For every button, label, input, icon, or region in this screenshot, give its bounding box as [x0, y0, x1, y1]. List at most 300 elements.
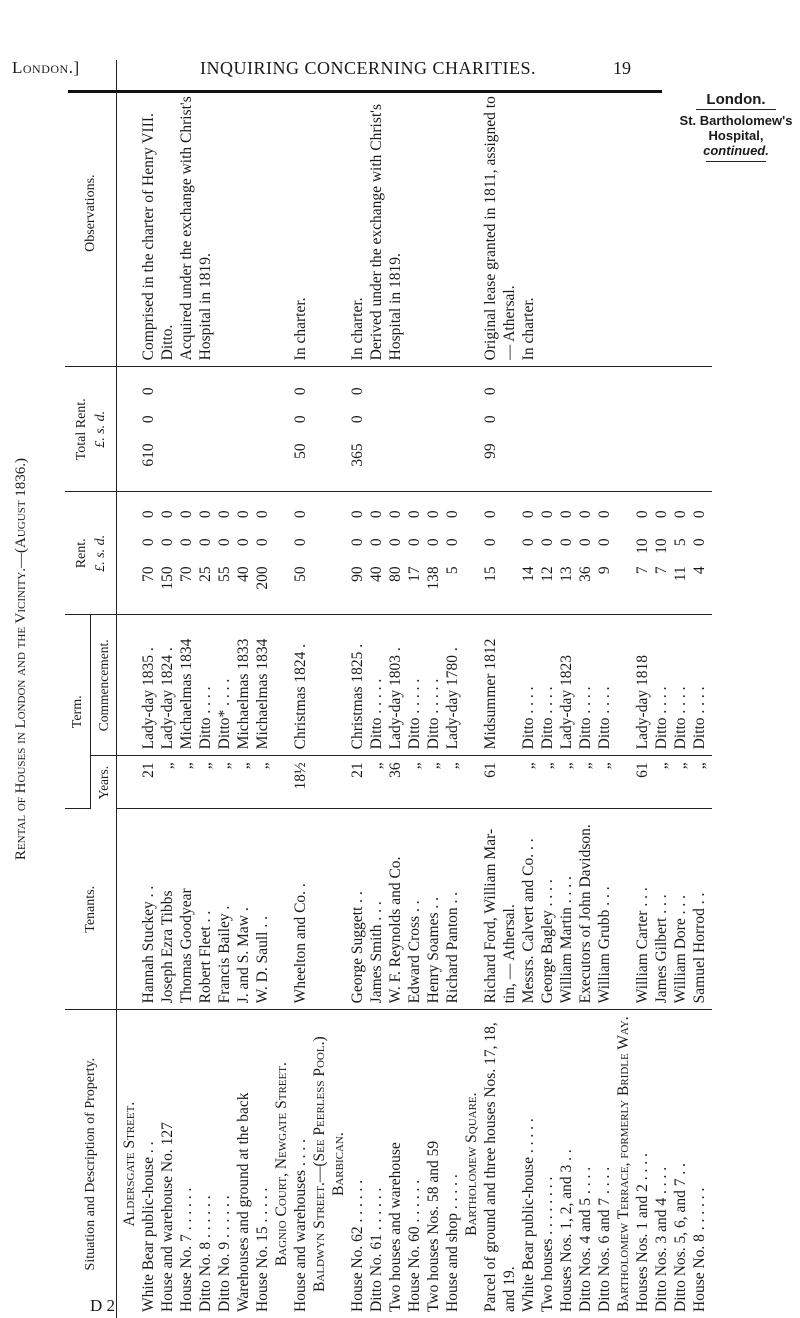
rent-amount [690, 498, 709, 608]
term-years: 21 [349, 762, 366, 778]
term-commencement: Lady-day 1835 . [140, 647, 157, 750]
spacer [196, 373, 215, 485]
term-years: „ [216, 762, 233, 770]
tenant-name: W. D. Saull . . [254, 916, 271, 1004]
spacer [576, 66, 595, 360]
rent-amount-part: 0 [558, 510, 575, 519]
rent-amount-part: 10 [653, 538, 670, 554]
total-rent-amount [481, 373, 500, 485]
total-rent-amount [291, 373, 310, 485]
rent-amount [557, 498, 576, 608]
total-rent-amount-part: 610 [140, 443, 157, 467]
spacer [538, 373, 557, 485]
rent-amount-part: 0 [349, 510, 366, 519]
term-years: „ [425, 762, 442, 770]
term-commencement: Michaelmas 1833 [235, 638, 252, 750]
spacer [462, 498, 481, 608]
spacer [253, 66, 272, 360]
spacer [443, 373, 462, 485]
tenant-name: James Smith . . . [368, 901, 385, 1004]
property-description: Parcel of ground and three houses Nos. 17, 18, [482, 1022, 499, 1312]
term-commencement: Lady-day 1824 . [159, 647, 176, 750]
spacer [690, 66, 709, 360]
term-years: 21 [140, 762, 157, 778]
total-rent-amount-part: 0 [292, 415, 309, 424]
term-years: „ [254, 762, 271, 770]
rent-amount-part: 0 [387, 538, 404, 547]
spacer [272, 66, 291, 360]
term-commencement: Lady-day 1803 . [387, 647, 404, 750]
spacer [614, 66, 633, 360]
spacer [234, 373, 253, 485]
total-rent-amount-part: 0 [482, 415, 499, 424]
spacer [310, 762, 329, 802]
term-commencement: Lady-day 1823 [558, 655, 575, 750]
column-years [117, 756, 713, 809]
rent-amount-part: 36 [577, 566, 594, 582]
rent-amount [367, 498, 386, 608]
spacer [614, 373, 633, 485]
spacer [500, 373, 519, 485]
rent-amount-part: 0 [558, 538, 575, 547]
spacer [329, 66, 348, 360]
spacer [215, 66, 234, 360]
observation-text: Hospital in 1819. [387, 253, 404, 361]
total-rent-amount-part: 0 [482, 387, 499, 396]
spacer [158, 373, 177, 485]
rent-amount [215, 498, 234, 608]
rent-amount-part: 40 [235, 566, 252, 582]
term-years: „ [235, 762, 252, 770]
rent-amount-part: 0 [254, 510, 271, 519]
spacer [614, 762, 633, 802]
term-commencement: Ditto . . . . [577, 686, 594, 750]
street-heading: Bartholomew Terrace, formerly Bridle Way. [615, 1016, 632, 1312]
property-description: Two houses . . . . . . . . [539, 1176, 556, 1312]
table-body-row [117, 60, 713, 1318]
term-years: „ [653, 762, 670, 770]
total-rent-amount-part: 0 [349, 387, 366, 396]
spacer [329, 815, 348, 1003]
observation-text: — Athersal. [501, 285, 518, 361]
rent-amount-part: 0 [178, 510, 195, 519]
rent-amount-part: 0 [159, 538, 176, 547]
rent-amount-part: 0 [292, 510, 309, 519]
header-rent-label: Rent. [73, 538, 89, 569]
rent-amount-part: 90 [349, 566, 366, 582]
spacer [329, 373, 348, 485]
rent-amount-part: 14 [520, 566, 537, 582]
rent-amount [481, 498, 500, 608]
tenant-name: J. and S. Maw . [235, 907, 252, 1004]
spacer [424, 373, 443, 485]
rent-amount-part: 0 [235, 510, 252, 519]
rent-amount-part: 0 [520, 538, 537, 547]
spacer [310, 373, 329, 485]
observation-text: In charter. [520, 297, 537, 361]
header-term: Term. [65, 615, 91, 809]
rent-amount-part: 4 [691, 566, 708, 575]
rent-amount-part: 0 [387, 510, 404, 519]
tenant-name: Messrs. Calvert and Co. . . [520, 838, 537, 1004]
term-years: „ [197, 762, 214, 770]
term-years: 36 [387, 762, 404, 778]
spacer [576, 373, 595, 485]
rent-amount-part: 0 [216, 538, 233, 547]
spacer [120, 373, 139, 485]
header-rent [65, 492, 117, 615]
spacer [215, 373, 234, 485]
tenant-name: William Carter . . . [634, 887, 651, 1004]
rent-amount-part: 0 [368, 510, 385, 519]
property-description: Ditto No. 61 . . . . . . [368, 1187, 385, 1312]
tenant-name: Samuel Horrod . . [691, 892, 708, 1004]
tenant-name: Executors of John Davidson. [577, 824, 594, 1004]
rent-amount-part: 0 [672, 510, 689, 519]
term-commencement: Ditto . . . . . [406, 678, 423, 750]
property-description: House No. 62 . . . . . . [349, 1179, 366, 1312]
term-years: „ [577, 762, 594, 770]
column-commencement [117, 615, 713, 756]
rent-amount-part: 13 [558, 566, 575, 582]
rent-amount-part: 0 [539, 510, 556, 519]
property-description: Houses Nos. 1, 2, and 3 . . [558, 1149, 575, 1312]
property-description: Ditto Nos. 4 and 5 . . . . [577, 1166, 594, 1312]
rent-amount-part: 70 [140, 566, 157, 582]
spacer [462, 621, 481, 749]
observation-text: Derived under the exchange with Christ's [368, 103, 385, 361]
rent-amount-part: 0 [140, 510, 157, 519]
tenant-name: James Gilbert . . . [653, 894, 670, 1004]
street-heading: Barbican. [330, 1132, 347, 1197]
property-description: Ditto Nos. 6 and 7 . . . . [596, 1166, 613, 1312]
tenant-name: William Martin . . . . [558, 876, 575, 1004]
spacer [310, 815, 329, 1003]
rent-amount [538, 498, 557, 608]
spacer [538, 66, 557, 360]
spacer [405, 66, 424, 360]
spacer [462, 373, 481, 485]
rent-amount [671, 498, 690, 608]
rent-amount-part: 0 [691, 538, 708, 547]
rent-amount-part: 0 [444, 510, 461, 519]
spacer [557, 373, 576, 485]
rent-amount-part: 10 [634, 538, 651, 554]
spacer [595, 66, 614, 360]
spacer [424, 66, 443, 360]
rent-amount-part: 0 [254, 538, 271, 547]
spacer [633, 373, 652, 485]
rent-amount-part: 0 [482, 510, 499, 519]
rent-amount [177, 498, 196, 608]
term-commencement: Lady-day 1818 [634, 655, 651, 750]
rent-amount-part: 80 [387, 566, 404, 582]
rent-amount-part: 0 [406, 510, 423, 519]
rent-amount-part: 70 [178, 566, 195, 582]
observation-text: Hospital in 1819. [197, 253, 214, 361]
term-commencement: Ditto . . . . [653, 686, 670, 750]
term-years: „ [178, 762, 195, 770]
observation-text: In charter. [349, 297, 366, 361]
rent-amount-part: 0 [596, 538, 613, 547]
rent-amount-part: 0 [577, 510, 594, 519]
rent-amount-part: 0 [577, 538, 594, 547]
term-years: „ [520, 762, 537, 770]
column-rent [117, 492, 713, 615]
side-note-status: continued. [703, 143, 769, 158]
running-head-left: London.] [12, 58, 80, 77]
spacer [329, 621, 348, 749]
rent-amount-part: 150 [159, 566, 176, 590]
spacer [367, 373, 386, 485]
term-years: „ [406, 762, 423, 770]
spacer [120, 621, 139, 749]
spacer [557, 66, 576, 360]
running-head-title: INQUIRING CONCERNING CHARITIES. [200, 58, 536, 78]
property-description: House No. 15 . . . . . [254, 1187, 271, 1312]
spacer [329, 762, 348, 802]
term-commencement: Michaelmas 1834 [254, 638, 271, 750]
spacer [500, 762, 519, 802]
column-total-rent [117, 367, 713, 492]
header-commencement: Commencement. [91, 615, 117, 756]
property-description: House and warehouses . . . . [292, 1138, 309, 1312]
spacer [120, 815, 139, 1003]
observation-text: Acquired under the exchange with Christ's [178, 96, 195, 361]
side-note-place: London. [706, 91, 766, 108]
tenant-name: Edward Cross . . [406, 900, 423, 1004]
rent-amount-part: 5 [672, 538, 689, 547]
term-years: „ [558, 762, 575, 770]
header-observations: Observations. [65, 60, 117, 367]
tenant-name: George Bagley . . . . [539, 879, 556, 1004]
rent-amount [291, 498, 310, 608]
spacer [614, 621, 633, 749]
rent-amount-part: 0 [653, 510, 670, 519]
spacer [120, 498, 139, 608]
header-years: Years. [91, 756, 117, 809]
spacer [386, 373, 405, 485]
spacer [120, 66, 139, 360]
rent-amount [405, 498, 424, 608]
tenant-name: Richard Ford, William Mar- [482, 828, 499, 1004]
rent-amount-part: 25 [197, 566, 214, 582]
spacer [310, 498, 329, 608]
rent-amount [443, 498, 462, 608]
spacer [462, 815, 481, 1003]
term-years: „ [691, 762, 708, 770]
property-description: Ditto Nos. 3 and 4 . . . . [653, 1166, 670, 1312]
spacer [652, 373, 671, 485]
term-commencement: Ditto . . . . [672, 686, 689, 750]
rent-amount [595, 498, 614, 608]
rent-amount-part: 11 [672, 566, 689, 582]
rent-amount-part: 0 [539, 538, 556, 547]
spacer [272, 815, 291, 1003]
rent-amount-part: 0 [216, 510, 233, 519]
street-heading: Baldwyn Street.—(See Peerless Pool.) [311, 1036, 328, 1292]
rent-amount-part: 0 [406, 538, 423, 547]
spacer [652, 66, 671, 360]
tenant-name: Francis Bailey . [216, 905, 233, 1004]
rent-amount-part: 17 [406, 566, 423, 582]
table-header-row [65, 60, 91, 1318]
rent-amount-part: 0 [482, 538, 499, 547]
term-commencement: Michaelmas 1834 [178, 638, 195, 750]
property-description: Ditto No. 8 . . . . . . [197, 1195, 214, 1312]
total-rent-amount [348, 373, 367, 485]
rental-table-rotated [65, 60, 708, 1318]
column-observations [117, 60, 713, 367]
street-heading: Aldersgate Street. [121, 1101, 138, 1227]
spacer [614, 498, 633, 608]
total-rent-amount-part: 365 [349, 443, 366, 467]
header-tenants: Tenants. [65, 809, 117, 1010]
tenant-name: Robert Fleet . . [197, 910, 214, 1004]
term-commencement: Ditto* . . . . [216, 678, 233, 750]
spacer [177, 373, 196, 485]
tenant-name: W. F. Reynolds and Co. [387, 856, 404, 1004]
tenant-name: Henry Soames . . [425, 896, 442, 1004]
term-commencement: Ditto . . . . [197, 686, 214, 750]
term-years: 61 [482, 762, 499, 778]
spacer [272, 498, 291, 608]
rent-amount-part: 55 [216, 566, 233, 582]
rent-amount-part: 0 [634, 510, 651, 519]
rent-amount-part: 0 [425, 538, 442, 547]
term-years: „ [159, 762, 176, 770]
rent-amount [633, 498, 652, 608]
total-rent-amount-part: 0 [292, 387, 309, 396]
rent-amount [139, 498, 158, 608]
rent-amount-part: 0 [349, 538, 366, 547]
spacer [310, 66, 329, 360]
rent-amount-part: 50 [292, 566, 309, 582]
term-years: „ [368, 762, 385, 770]
rent-amount-part: 0 [444, 538, 461, 547]
rent-amount-part: 15 [482, 566, 499, 582]
observation-text: Original lease granted in 1811, assigned to [482, 96, 499, 361]
property-description: Warehouses and ground at the back [235, 1092, 252, 1312]
rent-amount-part: 138 [425, 566, 442, 590]
rent-amount-part: 0 [197, 538, 214, 547]
tenant-name: William Grubb . . . [596, 886, 613, 1004]
header-total-rent [65, 367, 117, 492]
term-commencement: Lady-day 1780 . [444, 647, 461, 750]
rent-amount-part: 40 [368, 566, 385, 582]
page-number: 19 [613, 58, 631, 78]
total-rent-amount-part: 99 [482, 443, 499, 459]
spacer [310, 621, 329, 749]
term-commencement: Christmas 1824 . [292, 643, 309, 750]
term-years: „ [596, 762, 613, 770]
spacer [595, 373, 614, 485]
spacer [253, 373, 272, 485]
rent-amount-part: 0 [425, 510, 442, 519]
rent-amount [253, 498, 272, 608]
spacer [120, 762, 139, 802]
term-commencement: Christmas 1825 . [349, 643, 366, 750]
tenant-name: Richard Panton . . [444, 891, 461, 1004]
term-commencement: Ditto . . . . [596, 686, 613, 750]
term-years: „ [444, 762, 461, 770]
spacer [671, 66, 690, 360]
column-situation [117, 1010, 713, 1318]
spacer [272, 621, 291, 749]
rent-amount-part: 5 [444, 566, 461, 575]
rent-amount [519, 498, 538, 608]
table-body [117, 60, 713, 1318]
rent-amount [652, 498, 671, 608]
rent-amount-part: 0 [368, 538, 385, 547]
rent-amount-part: 0 [159, 510, 176, 519]
side-note-underline-2 [706, 161, 766, 162]
rent-amount-part: 0 [178, 538, 195, 547]
running-title [6, 0, 36, 1318]
property-description: House No. 60 . . . . . . [406, 1179, 423, 1312]
running-title-text: Rental of Houses in London and the Vicinity.—(August 1836.) [13, 457, 29, 861]
spacer [272, 762, 291, 802]
street-heading: Bagnio Court, Newgate Street. [273, 1062, 290, 1267]
rent-amount [424, 498, 443, 608]
term-commencement: Ditto . . . . [691, 686, 708, 750]
header-total-units: £. s. d. [92, 410, 108, 448]
total-rent-amount-part: 0 [349, 415, 366, 424]
rent-amount-part: 7 [634, 566, 651, 575]
rent-amount [158, 498, 177, 608]
total-rent-amount-part: 0 [140, 415, 157, 424]
property-description: House No. 8 . . . . . . [691, 1187, 708, 1312]
property-description-cont: and 19. [501, 1266, 518, 1312]
tenant-name: William Dore . . . [672, 895, 689, 1004]
property-description: Ditto No. 9 . . . . . . [216, 1195, 233, 1312]
spacer [633, 66, 652, 360]
rent-amount-part: 12 [539, 566, 556, 582]
term-years: „ [539, 762, 556, 770]
column-tenants [117, 809, 713, 1010]
rent-amount [234, 498, 253, 608]
tenant-name: George Suggett . . [349, 891, 366, 1004]
rent-amount-part: 0 [292, 538, 309, 547]
term-commencement: Ditto . . . . . [368, 678, 385, 750]
rent-amount-part: 0 [140, 538, 157, 547]
spacer [405, 373, 424, 485]
rent-amount-part: 0 [197, 510, 214, 519]
rent-amount-part: 0 [691, 510, 708, 519]
header-total-label: Total Rent. [73, 398, 89, 461]
spacer [519, 373, 538, 485]
spacer [690, 373, 709, 485]
spacer [443, 66, 462, 360]
spacer [234, 66, 253, 360]
observation-text: Comprised in the charter of Henry VIII. [140, 113, 157, 361]
spacer [272, 373, 291, 485]
observation-text: Ditto. [159, 324, 176, 361]
term-commencement: Ditto . . . . [520, 686, 537, 750]
tenant-name: Hannah Stuckey . . [140, 885, 157, 1004]
total-rent-amount [139, 373, 158, 485]
term-commencement: Ditto . . . . [539, 686, 556, 750]
spacer [500, 621, 519, 749]
rent-amount [348, 498, 367, 608]
tenant-name: Wheelton and Co. . [292, 883, 309, 1004]
rent-amount-part: 9 [596, 566, 613, 575]
rent-amount [576, 498, 595, 608]
property-description: House No. 7 . . . . . . [178, 1187, 195, 1312]
term-commencement: Ditto . . . . . [425, 678, 442, 750]
rent-amount [196, 498, 215, 608]
spacer [462, 66, 481, 360]
